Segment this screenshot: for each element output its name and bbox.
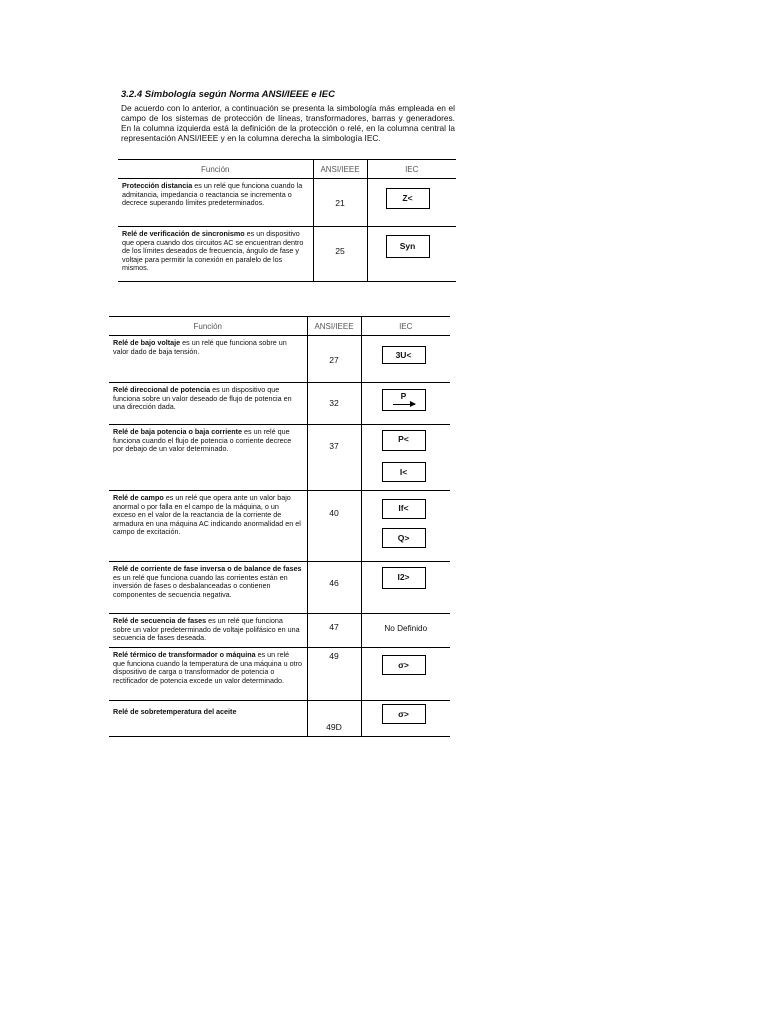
ansi-code: 27 [329, 355, 339, 365]
row-title: Relé de secuencia de fases [113, 616, 207, 625]
iec-cell [367, 227, 456, 282]
row-text: es un relé que funciona sobre un valor dado de baja tensión. [113, 338, 287, 356]
header-iec: IEC [367, 160, 456, 179]
ansi-code: 40 [329, 508, 339, 518]
ansi-cell [307, 648, 361, 701]
iec-cell [361, 336, 450, 383]
table-row [109, 425, 450, 491]
funcion-cell [109, 614, 307, 648]
funcion-cell [118, 179, 313, 227]
table-row [109, 614, 450, 648]
ansi-code: 47 [329, 622, 339, 632]
table-header-row [109, 317, 450, 336]
header-ansi: ANSI/IEEE [307, 317, 361, 336]
header-funcion: Función [118, 160, 313, 179]
table-row [109, 562, 450, 614]
iec-symbol-box: σ> [382, 704, 426, 724]
iec-symbol-box: 3U< [382, 346, 426, 364]
row-text: es un relé que funciona cuando la admitancia, impedancia o reactancia se incrementa o decrece superando límites predeterminados. [122, 181, 303, 208]
row-title: Relé de sobretemperatura del aceite [113, 707, 237, 716]
row-title: Protección distancia [122, 181, 193, 190]
table-row [109, 701, 450, 737]
row-title: Relé de campo [113, 493, 164, 502]
symbol-table-2 [109, 316, 450, 737]
row-title: Relé direccional de potencia [113, 385, 211, 394]
ansi-cell [313, 227, 367, 282]
ansi-code: 21 [335, 198, 345, 208]
table-row [118, 227, 456, 282]
row-title: Relé de baja potencia o baja corriente [113, 427, 243, 436]
iec-symbol-box: Z< [386, 188, 430, 209]
row-text: es un relé que funciona cuando el flujo de potencia o corriente decrece por debajo de un valor determinado. [113, 427, 292, 454]
direction-arrow-icon [393, 404, 415, 405]
funcion-cell [109, 491, 307, 562]
table-row [118, 179, 456, 227]
ansi-cell [307, 383, 361, 425]
iec-symbol-box: I< [382, 462, 426, 482]
ansi-code: 49 [329, 651, 339, 661]
iec-cell [361, 701, 450, 737]
ansi-cell [307, 336, 361, 383]
iec-symbol-box: If< [382, 499, 426, 519]
row-text: es un relé que funciona cuando las corrientes están en inversión de fases o desbalanceadas o contienen componentes de secuencia negativa. [113, 572, 288, 599]
iec-cell [361, 614, 450, 648]
row-title: Relé térmico de transformador o máquina [113, 650, 256, 659]
funcion-cell [109, 701, 307, 737]
iec-symbol-box: I2> [382, 567, 426, 589]
ansi-cell [307, 614, 361, 648]
iec-cell [361, 383, 450, 425]
row-text: es un dispositivo que funciona sobre un valor deseado de flujo de potencia en una dirección dada. [113, 385, 292, 412]
header-ansi: ANSI/IEEE [313, 160, 367, 179]
ansi-code: 32 [329, 398, 339, 408]
row-title: Relé de verificación de sincronismo [122, 229, 245, 238]
row-text: es un relé que opera ante un valor bajo anormal o por falla en el campo de la máquina, o un exceso en el valor de la reactancia de la corriente de armadura en una máquina AC indicando anormalidad en el campo de excitación. [113, 493, 301, 537]
table-row [109, 383, 450, 425]
table-header-row [118, 160, 456, 179]
funcion-cell [118, 227, 313, 282]
header-iec: IEC [361, 317, 450, 336]
row-title: Relé de bajo voltaje [113, 338, 181, 347]
funcion-cell [109, 336, 307, 383]
funcion-cell [109, 425, 307, 491]
row-title: Relé de corriente de fase inversa o de balance de fases [113, 564, 302, 573]
ansi-code: 37 [329, 441, 339, 451]
ansi-cell [307, 425, 361, 491]
row-text: es un relé que funciona sobre un valor predeterminado de voltaje polifásico en una secuencia de fases deseada. [113, 616, 300, 643]
iec-symbol-box: Syn [386, 235, 430, 258]
ansi-code: 25 [335, 246, 345, 256]
funcion-cell [109, 562, 307, 614]
section-heading: 3.2.4 Simbología según Norma ANSI/IEEE e IEC [121, 89, 335, 100]
power-symbol-label: P [400, 391, 407, 401]
header-funcion: Función [109, 317, 307, 336]
section-intro: De acuerdo con lo anterior, a continuación se presenta la simbología más empleada en el campo de los sistemas de protección de líneas, transformadores, barras y generadores. En la columna izquierda está la definición de la protección o relé, en la columna central la representación ANSI/IEEE y en la columna derecha la simbología IEC. [121, 103, 455, 144]
ansi-cell [313, 179, 367, 227]
iec-symbol-box: Q> [382, 528, 426, 548]
ansi-cell [307, 562, 361, 614]
iec-cell [361, 491, 450, 562]
ansi-cell [307, 701, 361, 737]
table-row [109, 491, 450, 562]
iec-symbol-box: σ> [382, 655, 426, 675]
symbol-table-1 [118, 159, 456, 282]
iec-cell [361, 648, 450, 701]
table-row [109, 336, 450, 383]
funcion-cell [109, 383, 307, 425]
row-text: es un dispositivo que opera cuando dos circuitos AC se encuentran dentro de los límites deseados de frecuencia, ángulo de fase y voltaje para permitir la conexión en paralelo de los mismos. [122, 229, 304, 273]
iec-symbol-box: P< [382, 430, 426, 451]
row-text: es un relé que funciona cuando la temperatura de una máquina u otro dispositivo de carga o transformador de potencia o rectificador de potencia excede un valor determinado. [113, 650, 303, 685]
iec-cell [361, 562, 450, 614]
iec-not-defined: No Definido [384, 624, 428, 633]
iec-symbol-box [382, 389, 426, 411]
table-row [109, 648, 450, 701]
ansi-cell [307, 491, 361, 562]
ansi-code: 49D [326, 722, 342, 732]
iec-cell [361, 425, 450, 491]
funcion-cell [109, 648, 307, 701]
ansi-code: 46 [329, 578, 339, 588]
iec-cell [367, 179, 456, 227]
